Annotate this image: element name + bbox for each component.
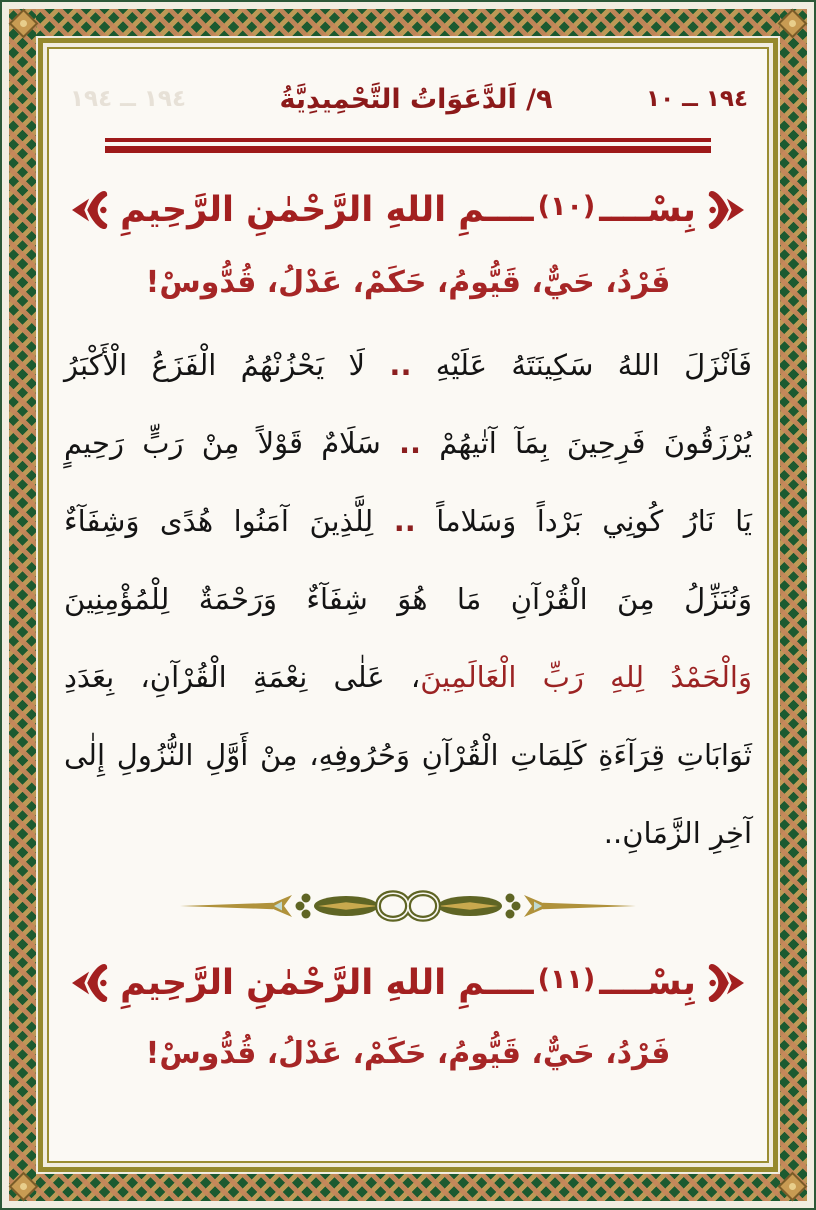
ornamental-border-left bbox=[9, 9, 36, 1201]
invocation-line-11: فَرْدُ، حَيٌّ، قَيُّومُ، حَكَمْ، عَدْلُ، قُدُّوسْ! bbox=[145, 1036, 671, 1071]
body-line-4: وَنُنَزِّلُ مِنَ الْقُرْآنِ مَا هُوَ شِفَآءٌ وَرَحْمَةٌ لِلْمُؤْمِنِينَ bbox=[64, 582, 752, 616]
red-dots-separator: .. bbox=[398, 426, 422, 460]
basmala-text bbox=[120, 963, 696, 1003]
body-text: يَا نَارُ كُونِي بَرْداً وَسَلاماً bbox=[415, 504, 753, 538]
ornamental-border-right bbox=[780, 9, 807, 1201]
hamd-red-phrase: وَالْحَمْدُ لِلهِ رَبِّ الْعَالَمِينَ bbox=[420, 660, 752, 694]
basmala-post: ــــمِ اللهِ الرَّحْمٰنِ الرَّحِيمِ bbox=[120, 963, 534, 1003]
page-content bbox=[50, 50, 766, 1160]
body-text: ، عَلٰى نِعْمَةِ الْقُرْآنِ، بِعَدَدِ bbox=[64, 660, 421, 694]
basmala-block-10 bbox=[64, 179, 752, 241]
page-numbers: ١٩٤ ــ ١٠ bbox=[646, 86, 748, 112]
body-text: سَلَامٌ قَوْلاً مِنْ رَبٍّ رَحِيمٍ bbox=[64, 426, 399, 460]
basmala-ornament-right-icon bbox=[706, 952, 744, 1014]
basmala-ornament-left-icon bbox=[72, 952, 110, 1014]
page-title: ٩/ اَلدَّعَوَاتُ التَّحْمِيدِيَّةُ bbox=[279, 83, 553, 115]
ornamental-border-bottom bbox=[9, 1174, 807, 1201]
body-text: لِلَّذِينَ آمَنُوا هُدًى وَشِفَآءٌ bbox=[64, 504, 394, 538]
basmala-ornament-left-icon bbox=[72, 179, 110, 241]
basmala-pre: بِسْــــ bbox=[599, 190, 696, 230]
red-dots-separator: .. bbox=[389, 348, 412, 382]
body-text: فَاَنْزَلَ اللهُ سَكِينَتَهُ عَلَيْهِ bbox=[411, 348, 752, 382]
body-line-3 bbox=[64, 482, 752, 560]
ghost-page-numbers: ١٩٤ ــ ١٩٤ bbox=[70, 86, 186, 112]
basmala-block-11 bbox=[64, 952, 752, 1014]
body-text: لَا يَحْزُنْهُمُ الْفَزَعُ الْأَكْبَرُ bbox=[64, 348, 390, 382]
red-dots-separator: .. bbox=[393, 504, 416, 538]
header-double-rule bbox=[105, 138, 711, 153]
body-line-7: آخِرِ الزَّمَانِ.. bbox=[603, 816, 752, 850]
basmala-ornament-right-icon bbox=[706, 179, 744, 241]
section-divider bbox=[64, 878, 752, 938]
body-line-5 bbox=[64, 638, 752, 716]
ornamental-border-top bbox=[9, 9, 807, 36]
knot-divider-icon bbox=[178, 878, 638, 934]
body-line-1 bbox=[64, 326, 752, 404]
basmala-number: (١٠) bbox=[537, 191, 596, 222]
body-line-2 bbox=[64, 404, 752, 482]
body-paragraph bbox=[64, 326, 752, 872]
body-line-6: ثَوَابَاتِ قِرَآءَةِ كَلِمَاتِ الْقُرْآنِ وَحُرُوفِهِ، مِنْ أَوَّلِ النُّزُولِ إِلٰى bbox=[64, 738, 752, 772]
basmala-text bbox=[120, 190, 696, 230]
basmala-post: ــــمِ اللهِ الرَّحْمٰنِ الرَّحِيمِ bbox=[120, 190, 534, 230]
invocation-line-10: فَرْدُ، حَيٌّ، قَيُّومُ، حَكَمْ، عَدْلُ، قُدُّوسْ! bbox=[145, 265, 671, 300]
page-header bbox=[64, 70, 752, 128]
basmala-number: (١١) bbox=[537, 964, 596, 995]
basmala-pre: بِسْــــ bbox=[599, 963, 696, 1003]
body-text: يُرْزَقُونَ فَرِحِينَ بِمَآ آتٰيهُمْ bbox=[421, 426, 752, 460]
